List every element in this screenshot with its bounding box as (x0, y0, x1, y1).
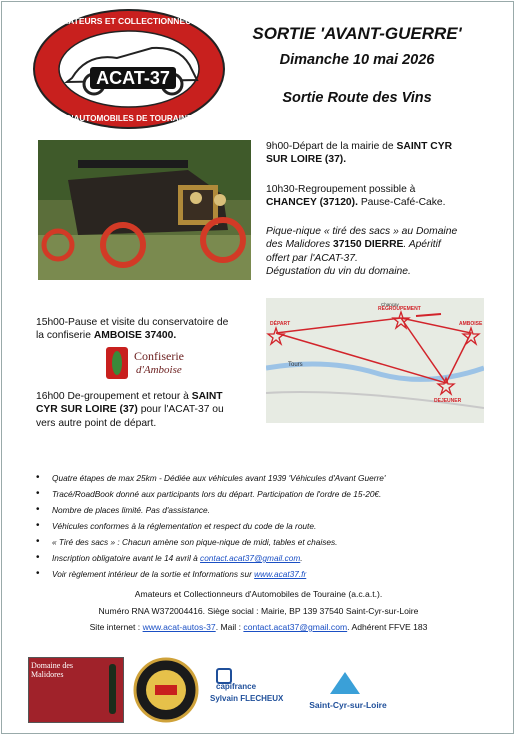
rules-site-link[interactable]: www.acat37.fr (254, 569, 307, 579)
map-label-regroupement: REGROUPEMENT (378, 306, 421, 312)
rules-list (36, 470, 486, 582)
map-label-depart: DÉPART (270, 321, 291, 327)
step-confiserie: 15h00-Pause et visite du conservatoire de la confiserie AMBOISE 37400. (36, 317, 229, 342)
rules-email-link[interactable]: contact.acat37@gmail.com (200, 553, 301, 563)
step-retour: 16h00 De-groupement et retour à SAINT CYR SUR LOIRE (37) pour l'ACAT-37 ou vers autre point de départ. (36, 391, 224, 429)
rule-item: • Quatre étapes de max 25km - Dédiée aux véhicules avant 1939 'Véhicules d'Avant Guerre' (36, 470, 486, 486)
ffve-badge (133, 657, 199, 723)
logo-bottom-text: D'AUTOMOBILES DE TOURAINE (65, 114, 193, 123)
capifrance-logo: capifrance Sylvain FLECHEUX (210, 668, 292, 716)
logo-top-text: AMATEURS ET COLLECTIONNEURS (54, 16, 204, 26)
footer-line3: Site internet : www.acat-autos-37. Mail : contact.acat37@gmail.com. Adhérent FFVE 183 (89, 622, 428, 632)
malidores-logo: Domaine des Malidores (28, 657, 124, 723)
confiserie-logo: Confiserie d'Amboise (106, 347, 196, 385)
event-title: SORTIE 'AVANT-GUERRE' (252, 24, 462, 43)
map-label-dejeuner: DEJEUNER (434, 398, 462, 404)
rule-item: • Nombre de places limité. Pas d'assistance. (36, 502, 486, 518)
rule-item: • Véhicules conformes à la réglementation et respect du code de la route. (36, 518, 486, 534)
rule-item: • Voir règlement intérieur de la sortie et Informations sur www.acat37.fr (36, 566, 486, 582)
footer-site-link[interactable]: www.acat-autos-37 (142, 622, 216, 632)
acat37-logo (32, 8, 226, 130)
map-label-amboise: AMBOISE (459, 321, 483, 327)
event-subtitle: Sortie Route des Vins (282, 90, 432, 106)
footer-line2: Numéro RNA W372004416. Siège social : Mairie, BP 139 37540 Saint-Cyr-sur-Loire (98, 606, 419, 616)
footer-line1: Amateurs et Collectionneurs d'Automobiles de Touraine (a.c.a.t.). (134, 589, 383, 599)
rule-item: • Inscription obligatoire avant le 14 avril à contact.acat37@gmail.com. (36, 550, 486, 566)
event-date: Dimanche 10 mai 2026 (279, 52, 435, 68)
route-map (266, 298, 484, 423)
saint-cyr-logo: Saint-Cyr-sur-Loire (302, 668, 394, 720)
step-regroupement: 10h30-Regroupement possible à CHANCEY (37120). Pause-Café-Cake. (266, 184, 446, 209)
rule-item: • Tracé/RoadBook donné aux participants lors du départ. Participation de l'ordre de 15-20€. (36, 486, 486, 502)
step-pique-nique: Pique-nique « tiré des sacs » au Domaine des Malidores 37150 DIERRE. Apéritif offert par l'ACAT-37. Dégustation du vin du domaine. (266, 226, 458, 278)
logo-name: ACAT-37 (96, 68, 170, 88)
vintage-car-photo (38, 140, 251, 280)
rule-item: • « Tiré des sacs » : Chacun amène son pique-nique de midi, tables et chaises. (36, 534, 486, 550)
map-label-tours: Tours (288, 362, 303, 368)
map-label-chancay: Chançay (381, 302, 399, 307)
footer-email-link[interactable]: contact.acat37@gmail.com (243, 622, 348, 632)
step-depart: 9h00-Départ de la mairie de SAINT CYR SUR LOIRE (37). (266, 141, 453, 166)
